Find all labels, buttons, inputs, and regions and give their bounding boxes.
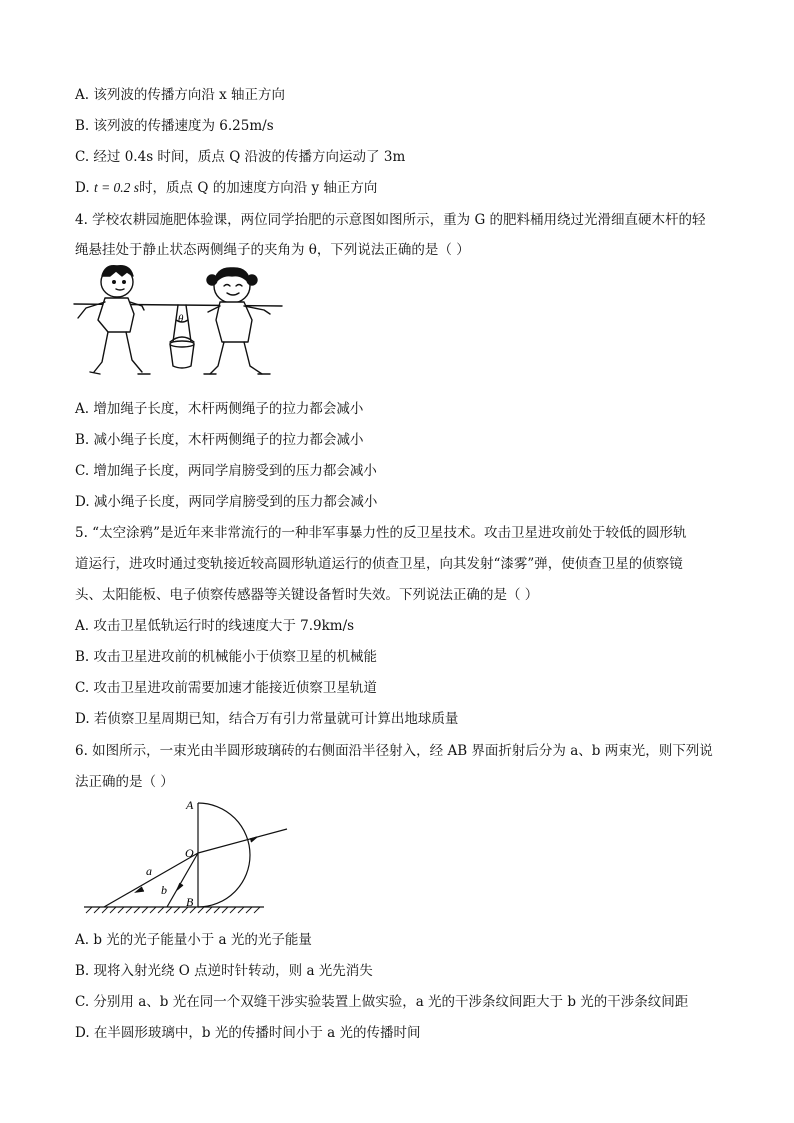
ray-a — [104, 853, 198, 907]
label-ray-a: a — [146, 864, 152, 878]
q3-option-a: A. 该列波的传播方向沿 x 轴正方向 — [75, 87, 286, 103]
q3-option-d-suffix: 时，质点 Q 的加速度方向沿 y 轴正方向 — [139, 180, 378, 196]
q5-option-c: C. 攻击卫星进攻前需要加速才能接近侦察卫星轨道 — [75, 680, 377, 696]
q4-stem-line-1: 4. 学校农耕园施肥体验课，两位同学抬肥的示意图如图所示，重为 G 的肥料桶用绕过光滑细直硬木杆的轻 — [75, 212, 706, 228]
theta-label: θ — [178, 313, 184, 325]
label-o-point: O — [185, 846, 194, 860]
q4-option-b: B. 减小绳子长度，木杆两侧绳子的拉力都会减小 — [75, 432, 364, 448]
ray-b — [167, 853, 198, 907]
q6-option-d: D. 在半圆形玻璃中，b 光的传播时间小于 a 光的传播时间 — [75, 1025, 421, 1041]
label-a-point: A — [186, 798, 194, 812]
q3-option-d — [75, 176, 377, 196]
label-ray-b: b — [161, 883, 167, 897]
q5-option-d: D. 若侦察卫星周期已知，结合万有引力常量就可计算出地球质量 — [75, 711, 459, 727]
q6-stem-line-2: 法正确的是（ ） — [75, 774, 174, 790]
q6-option-a: A. b 光的光子能量小于 a 光的光子能量 — [75, 932, 312, 948]
q5-option-a: A. 攻击卫星低轨运行时的线速度大于 7.9km/s — [75, 618, 355, 634]
q4-students-carrying-bucket-figure — [72, 262, 287, 384]
q5-option-b: B. 攻击卫星进攻前的机械能小于侦察卫星的机械能 — [75, 649, 378, 665]
q6-stem-line-1: 6. 如图所示，一束光由半圆形玻璃砖的右侧面沿半径射入，经 AB 界面折射后分为 a、b 两束光，则下列说 — [75, 743, 713, 759]
semicircle-arc — [198, 803, 250, 907]
q4-option-c: C. 增加绳子长度，两同学肩膀受到的压力都会减小 — [75, 463, 377, 479]
q6-option-c: C. 分别用 a、b 光在同一个双缝干涉实验装置上做实验，a 光的干涉条纹间距大于 b 光的干涉条纹间距 — [75, 994, 689, 1010]
q4-option-a: A. 增加绳子长度，木杆两侧绳子的拉力都会减小 — [75, 401, 364, 417]
q3-option-c: C. 经过 0.4s 时间，质点 Q 沿波的传播方向运动了 3m — [75, 149, 406, 165]
q6-semicircle-glass-refraction-figure — [82, 795, 297, 917]
q3-option-b: B. 该列波的传播速度为 6.25m/s — [75, 118, 274, 134]
incident-ray — [198, 829, 287, 853]
q5-stem-line-3: 头、太阳能板、电子侦察传感器等关键设备暂时失效。下列说法正确的是（ ） — [75, 587, 539, 603]
q4-stem-line-2: 绳悬挂处于静止状态两侧绳子的夹角为 θ，下列说法正确的是（ ） — [75, 242, 470, 258]
q6-option-b: B. 现将入射光绕 O 点逆时针转动，则 a 光先消失 — [75, 963, 373, 979]
q3-option-d-prefix: D. — [75, 180, 94, 196]
q3-option-d-formula: t = 0.2 s — [93, 180, 140, 195]
label-b-point: B — [186, 895, 194, 909]
q5-stem-line-1: 5. “太空涂鸦”是近年来非常流行的一种非军事暴力性的反卫星技术。攻击卫星进攻前处于较低的圆形轨 — [75, 525, 687, 541]
q4-option-d: D. 减小绳子长度，两同学肩膀受到的压力都会减小 — [75, 494, 378, 510]
q5-stem-line-2: 道运行，进攻时通过变轨接近较高圆形轨道运行的侦查卫星，向其发射“漆雾”弹，使侦查卫星的侦察镜 — [75, 556, 683, 572]
